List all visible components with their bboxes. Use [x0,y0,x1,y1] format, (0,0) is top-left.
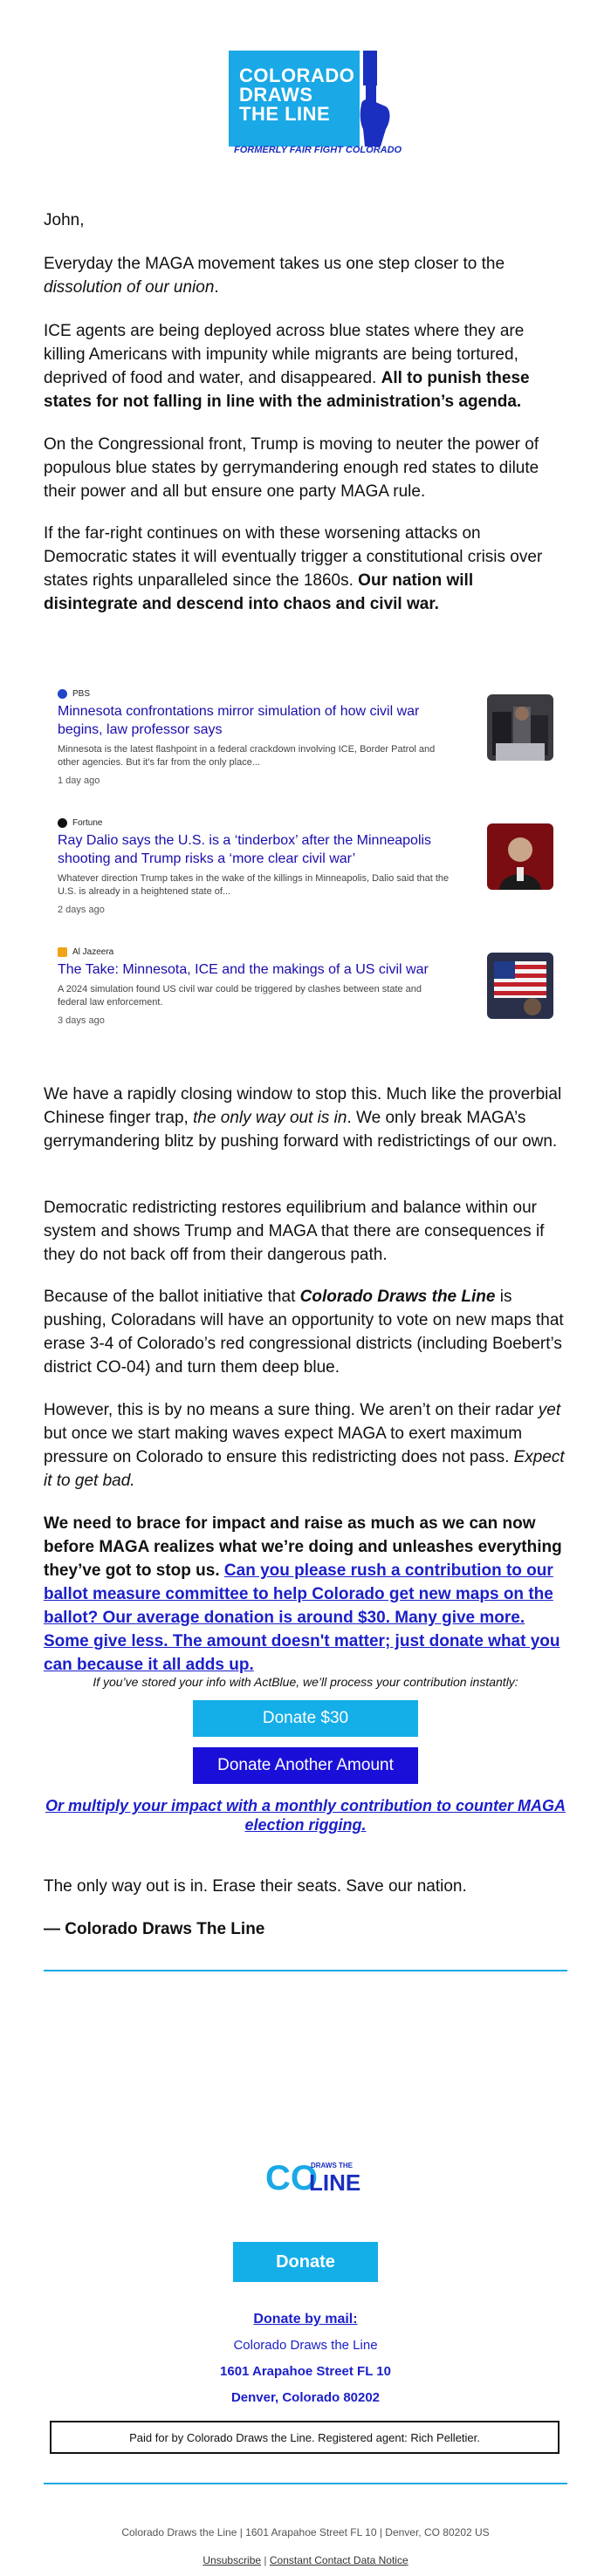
news-source [58,818,553,828]
mail-city: Denver, Colorado 80202 [230,2390,381,2405]
news-snippet: Minnesota is the latest flashpoint in a federal crackdown involving ICE, Border Patrol and other agencies. But it's far from the only place... [58,744,436,768]
signature: — Colorado Draws The Line [44,1920,265,1938]
news-item[interactable] [58,818,553,915]
news-source-name: Al Jazeera [72,947,114,957]
mail-street: 1601 Arapahoe Street FL 10 [220,2364,391,2379]
closing-line: The only way out is in. Erase their seats. Save our nation. [44,1877,467,1896]
news-thumbnail [487,694,553,761]
paid-for-disclaimer [50,2421,560,2454]
monthly-contribution-link[interactable]: Or multiply your impact with a monthly contribution to counter MAGA election rigging. [45,1797,566,1834]
p1-text: Everyday the MAGA movement takes us one step closer to the [44,255,505,273]
news-snippet: Whatever direction Trump takes in the wake of the killings in Minneapolis, Dalio said that the U.S. is already in a heightened state of... [58,873,450,897]
paragraph-2 [44,319,567,413]
paragraph-6 [44,1196,567,1267]
donate-by-mail-link[interactable]: Donate by mail: [253,2312,358,2327]
news-age: 2 days ago [58,905,105,915]
p6-text: Democratic redistricting restores equilibrium and balance within our system and shows Trump and MAGA that there are consequences if they do not back off from their dangerous path. [44,1199,545,1264]
p7-emphasis: Colorado Draws the Line [299,1288,496,1306]
hand-marker-icon [360,51,393,148]
divider [44,2483,567,2484]
p9-bold: We need to brace for impact and raise as much as we can now before MAGA realizes what we’re doing and unleashes everything they’ve got to stop us. [44,1514,562,1580]
logo-line-1: COLORADO [239,65,355,86]
footer-links [44,2554,567,2566]
p2-bold: All to punish these states for not falling in line with the administration’s agenda. [44,369,530,411]
logo-subtitle: FORMERLY FAIR FIGHT COLORADO [234,145,402,155]
p8-emphasis-yet: yet [538,1401,561,1419]
p8-text-2: but once we start making waves expect MAGA to exert maximum pressure on Colorado to ensure this redistricting does not pass. [44,1425,523,1466]
footer-logo-co: CO [265,2159,318,2197]
p7-end: is pushing, Coloradans will have an opportunity to vote on new maps that erase 3-4 of Colorado’s red congressional districts (including Boebert’s district CO-04) and turn them deep blue. [44,1288,564,1377]
paragraph-8 [44,1398,567,1493]
paragraph-7 [44,1285,567,1379]
news-results-image [58,689,553,1060]
p4-bold: Our nation will disintegrate and descend into chaos and civil war. [44,571,474,613]
logo-wordmark [239,66,354,124]
news-snippet: A 2024 simulation found US civil war could be triggered by clashes between state and federal law enforcement. [58,984,422,1008]
actblue-note: If you’ve stored your info with ActBlue, we’ll process your contribution instantly: [93,1675,518,1689]
unsubscribe-link[interactable]: Unsubscribe [203,2554,262,2566]
footer-logo-line: LINE [309,2169,361,2196]
paragraph-3 [44,433,567,503]
footer-logo[interactable] [265,2159,361,2197]
news-source-name: PBS [72,689,91,699]
p3-text: On the Congressional front, Trump is moving to neuter the power of populous blue states by gerrymandering enough red states to dilute their power and all but ensure one party MAGA rule. [44,435,539,501]
p5-emphasis: the only way out is in [193,1109,347,1127]
p1-emphasis: dissolution of our union [44,278,215,297]
paragraph-5 [44,1083,567,1153]
fortune-icon [58,818,67,828]
logo-line-3: THE LINE [239,103,331,125]
news-source [58,947,553,957]
news-item[interactable] [58,689,553,786]
mail-org-name: Colorado Draws the Line [233,2338,378,2353]
news-item[interactable] [58,947,553,1026]
al-jazeera-icon [58,947,67,957]
p5-end: . We only break MAGA’s gerrymandering blitz by pushing forward with redistrictings of our own. [44,1109,558,1151]
news-age: 3 days ago [58,1015,105,1026]
link-separator: | [261,2554,270,2566]
p7-text: Because of the ballot initiative that [44,1288,300,1306]
paragraph-4 [44,522,567,616]
greeting: John, [44,211,85,229]
p2-text: ICE agents are being deployed across blue states where they are killing Americans with impunity while migrants are being tortured, deprived of food and water, and disappeared. [44,322,525,387]
p4-text: If the far-right continues on with these worsening attacks on Democratic states it will eventually trigger a constitutional crisis over states rights unparalleled since the 1860s. [44,524,543,590]
news-headline[interactable]: Minnesota confrontations mirror simulation of how civil war begins, law professor says [58,704,420,737]
header-logo[interactable] [229,51,402,161]
logo-line-2: DRAWS [239,84,313,106]
paragraph-9 [44,1512,567,1677]
news-headline[interactable]: The Take: Minnesota, ICE and the makings of a US civil war [58,962,429,977]
footer-logo-draws: DRAWS THE [311,2162,353,2169]
donate-30-button[interactable]: Donate $30 [193,1700,418,1737]
news-headline[interactable]: Ray Dalio says the U.S. is a ‘tinderbox’ after the Minneapolis shooting and Trump risks a ‘more clear civil war’ [58,833,432,866]
news-thumbnail [487,823,553,890]
news-source [58,689,553,699]
news-source-name: Fortune [72,818,103,828]
footer-address: Colorado Draws the Line | 1601 Arapahoe Street FL 10 | Denver, CO 80202 US [121,2526,490,2538]
donate-ask-link[interactable]: Can you please rush a contribution to our ballot measure committee to help Colorado get new maps on the ballot? Our average donation is around $30. Many give more. Some give less. The amount doesn't matter; just donate what you can because it all adds up. [44,1561,560,1674]
footer-donate-button[interactable]: Donate [233,2242,378,2282]
p8-emphasis-end: Expect it to get bad. [44,1448,565,1490]
paid-for-text: Paid for by Colorado Draws the Line. Registered agent: Rich Pelletier. [129,2430,480,2444]
p1-end: . [214,278,219,297]
paragraph-1 [44,252,567,299]
divider [44,1970,567,1971]
donate-another-amount-button[interactable]: Donate Another Amount [193,1747,418,1784]
news-age: 1 day ago [58,776,100,786]
p5-text: We have a rapidly closing window to stop this. Much like the proverbial Chinese finger trap, [44,1085,562,1127]
pbs-icon [58,689,67,699]
data-notice-link[interactable]: Constant Contact Data Notice [269,2554,408,2566]
news-thumbnail [487,953,553,1019]
p8-text: However, this is by no means a sure thing. We aren’t on their radar [44,1401,539,1419]
